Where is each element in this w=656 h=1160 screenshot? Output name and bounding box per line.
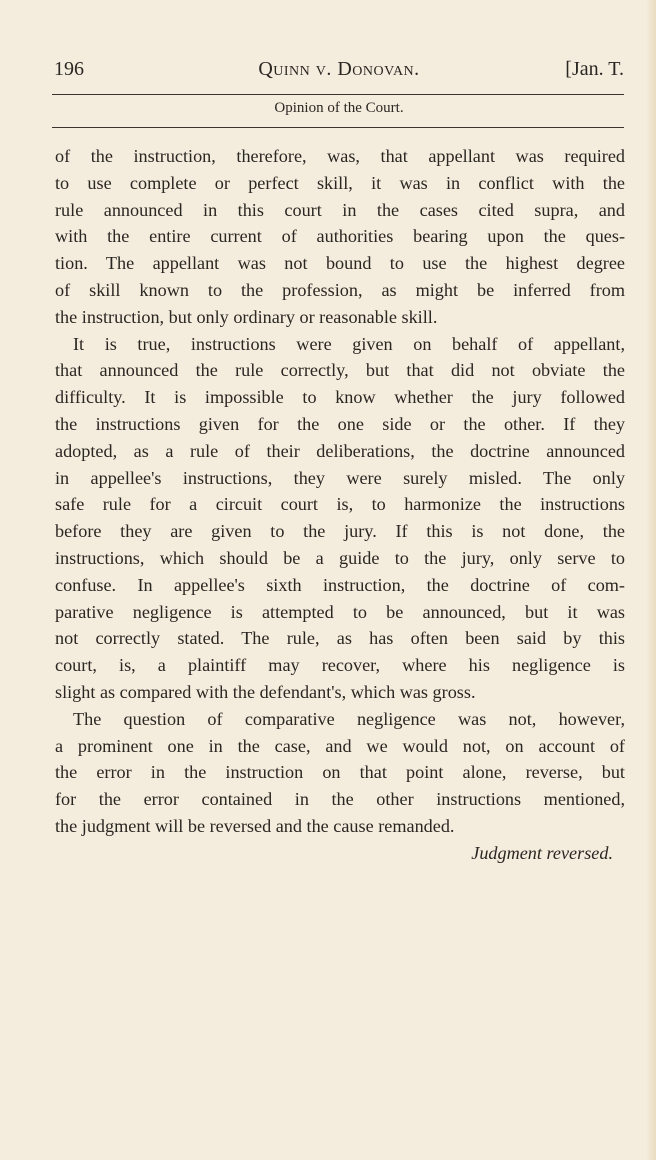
text-line: instructions, which should be a guide to the jury, only serve to	[55, 547, 625, 568]
text-line: the error in the instruction on that point alone, reverse, but	[55, 762, 625, 783]
text-line: It is true, instructions were given on behalf of appellant,	[73, 333, 625, 354]
text-line: a prominent one in the case, and we would not, on account of	[55, 735, 625, 756]
text-line: tion. The appellant was not bound to use the highest degree	[55, 253, 625, 274]
text-line: court, is, a plaintiff may recover, where his negligence is	[55, 655, 625, 676]
text-line: of the instruction, therefore, was, that appellant was required	[55, 146, 625, 166]
text-line: safe rule for a circuit court is, to harmonize the instructions	[55, 494, 625, 515]
closing-judgment: Judgment reversed.	[471, 842, 613, 863]
case-title: Quinn v. Donovan.	[258, 58, 420, 80]
text-line: slight as compared with the defendant's, which was gross.	[55, 681, 476, 702]
text-line: to use complete or perfect skill, it was in conflict with the	[55, 172, 625, 193]
page-edge-shadow	[646, 0, 656, 1160]
term-label: [Jan. T.	[565, 58, 624, 80]
text-line: the judgment will be reversed and the cause remanded.	[55, 815, 455, 836]
section-heading: Opinion of the Court.	[274, 100, 404, 116]
text-line: for the error contained in the other instructions mentioned,	[55, 789, 625, 810]
section-rule	[52, 127, 624, 128]
header-rule	[52, 94, 624, 95]
text-line: confuse. In appellee's sixth instruction, the doctrine of com-	[55, 574, 625, 595]
opinion-text	[55, 143, 625, 867]
text-line: parative negligence is attempted to be announced, but it was	[55, 601, 625, 622]
text-line: with the entire current of authorities bearing upon the ques-	[55, 226, 625, 247]
text-line: that announced the rule correctly, but that did not obviate the	[55, 360, 625, 381]
text-line: The question of comparative negligence was not, however,	[73, 708, 625, 729]
text-line: difficulty. It is impossible to know whether the jury followed	[55, 387, 625, 408]
text-line: before they are given to the jury. If this is not done, the	[55, 521, 625, 542]
text-line: not correctly stated. The rule, as has often been said by this	[55, 628, 625, 649]
text-line: adopted, as a rule of their deliberations, the doctrine announced	[55, 440, 625, 461]
text-line: of skill known to the profession, as might be inferred from	[55, 279, 625, 300]
text-line: the instructions given for the one side or the other. If they	[55, 413, 625, 434]
text-line: rule announced in this court in the cases cited supra, and	[55, 199, 625, 220]
text-line: the instruction, but only ordinary or reasonable skill.	[55, 306, 438, 327]
text-line: in appellee's instructions, they were surely misled. The only	[55, 467, 625, 488]
running-header	[54, 58, 624, 88]
page-number: 196	[54, 58, 84, 80]
